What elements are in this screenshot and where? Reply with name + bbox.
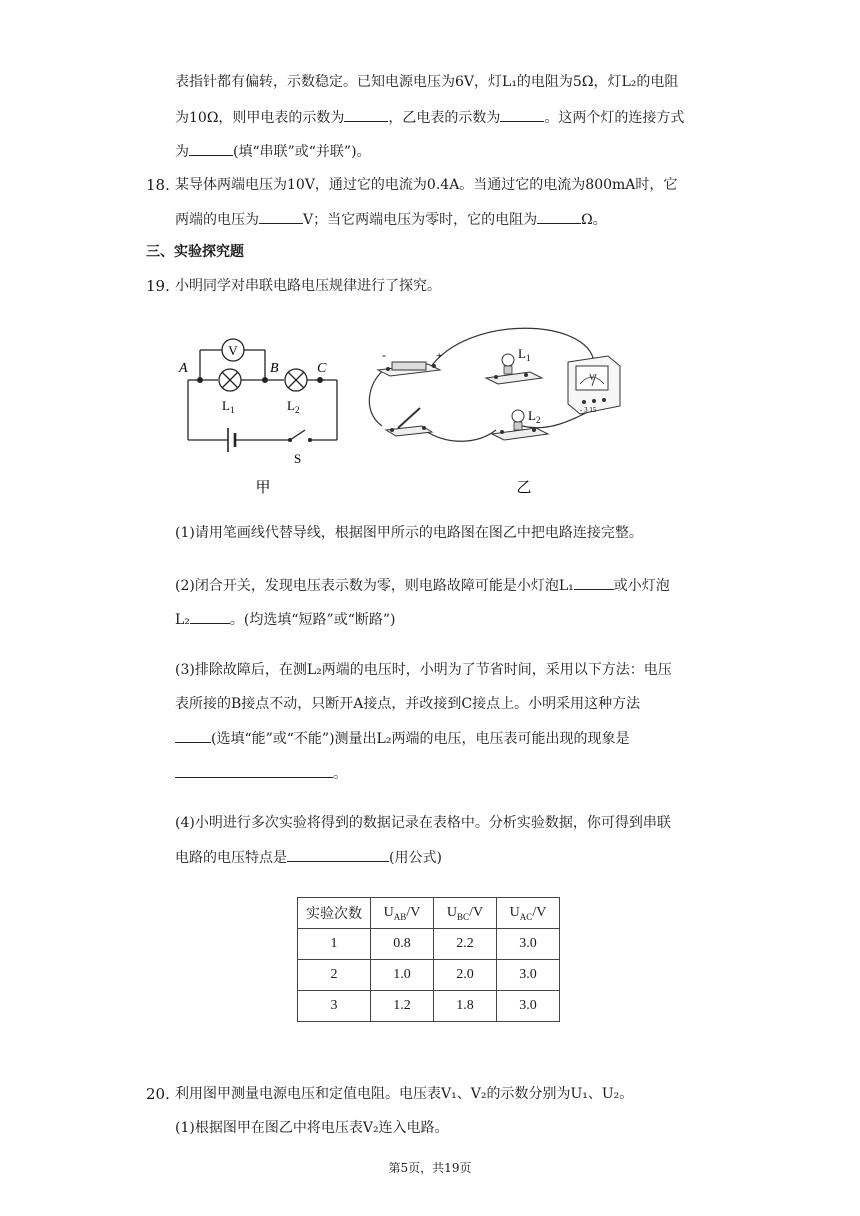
section-title: 三、实验探究题 [146, 244, 244, 260]
q17-text-line3: 为 (填“串联”或“并联”)。 [175, 141, 371, 162]
q19-part3-line2: 表所接的B接点不动，只断开A接点，并改接到C接点上。小明采用这种方法 [175, 696, 641, 712]
lamp-l1-label: $L_1$ [222, 398, 235, 415]
voltmeter-symbol: V [228, 343, 238, 358]
q19-part4-line2: 电路的电压特点是 (用公式) [175, 847, 442, 868]
answer-blank[interactable] [175, 763, 333, 778]
figure-caption-yi: 乙 [516, 480, 532, 496]
circuit-setup-yi [368, 322, 628, 500]
point-a-label: A [179, 361, 188, 376]
q19-part3-line4: 。 [175, 763, 347, 784]
switch-label: S [294, 451, 302, 466]
battery-minus-label: - [382, 348, 386, 362]
q20-text-line2: (1)根据图甲在图乙中将电压表V₂连入电路。 [175, 1120, 449, 1136]
table-header-cell: 实验次数 [298, 898, 371, 929]
q19-part1: (1)请用笔画线代替导线，根据图甲所示的电路图在图乙中把电路连接完整。 [175, 525, 643, 541]
battery-plus-label: + [436, 350, 443, 362]
table-header-row [298, 898, 560, 929]
voltmeter-terminal-labels: - 3 15 [580, 406, 597, 414]
point-b-label: B [270, 361, 279, 376]
answer-blank[interactable] [190, 609, 230, 624]
q19-part4-line1: (4)小明进行多次实验将得到的数据记录在表格中。分析实验数据，你可得到串联 [175, 815, 671, 831]
q18-number: 18. [146, 176, 170, 194]
table-row [298, 991, 560, 1022]
table-header-cell: $U_{AB}/V$ [371, 898, 434, 929]
table-cell: 1.0 [371, 960, 434, 991]
table-cell: 3.0 [497, 991, 560, 1022]
lamp-l2-label: $L_2$ [287, 398, 300, 415]
table-cell: 2.2 [434, 929, 497, 960]
table-cell: 3.0 [497, 960, 560, 991]
answer-blank[interactable] [189, 141, 233, 156]
circuit-diagram-jia [170, 330, 360, 500]
q19-part2-line1: (2)闭合开关，发现电压表示数为零，则电路故障可能是小灯泡L₁ 或小灯泡 [175, 575, 670, 596]
q19-part3-line3: (选填“能”或“不能”)测量出L₂两端的电压，电压表可能出现的现象是 [175, 728, 629, 749]
battery-holder [378, 362, 440, 376]
table-cell: 1 [298, 929, 371, 960]
q19-number: 19. [146, 277, 170, 295]
table-header-cell: $U_{AC}/V$ [497, 898, 560, 929]
lamp-l1-label: $L_1$ [518, 346, 531, 363]
table-cell: 1.8 [434, 991, 497, 1022]
q20-number: 20. [146, 1085, 170, 1103]
voltage-data-table [297, 897, 560, 1022]
table-row [298, 960, 560, 991]
q18-text-line1: 某导体两端电压为10V，通过它的电流为0.4A。当通过它的电流为800mA时，它 [175, 177, 678, 193]
table-cell: 2.0 [434, 960, 497, 991]
page-footer: 第5页，共19页 [388, 1161, 472, 1175]
table-row [298, 929, 560, 960]
q19-part3-line1: (3)排除故障后，在测L₂两端的电压时，小明为了节省时间，采用以下方法：电压 [175, 662, 672, 678]
answer-blank[interactable] [259, 209, 303, 224]
table-cell: 3 [298, 991, 371, 1022]
answer-blank[interactable] [344, 107, 388, 122]
answer-blank[interactable] [287, 847, 389, 862]
figure-caption-jia: 甲 [255, 480, 271, 496]
table-cell: 2 [298, 960, 371, 991]
answer-blank[interactable] [175, 728, 211, 743]
point-c-label: C [317, 361, 327, 376]
table-cell: 3.0 [497, 929, 560, 960]
voltmeter-dial-label: V [589, 373, 595, 382]
lamp-l2-label: $L_2$ [528, 408, 541, 425]
answer-blank[interactable] [574, 575, 614, 590]
table-header-cell: $U_{BC}/V$ [434, 898, 497, 929]
q20-text-line1: 利用图甲测量电源电压和定值电阻。电压表V₁、V₂的示数分别为U₁、U₂。 [175, 1086, 634, 1102]
knife-switch [386, 408, 432, 436]
answer-blank[interactable] [537, 209, 581, 224]
q18-text-line2: 两端的电压为 V；当它两端电压为零时，它的电阻为 Ω。 [175, 209, 607, 230]
table-cell: 0.8 [371, 929, 434, 960]
q19-part2-line2: L₂ 。(均选填“短路”或“断路”) [175, 609, 395, 630]
q19-intro: 小明同学对串联电路电压规律进行了探究。 [175, 278, 441, 294]
table-cell: 1.2 [371, 991, 434, 1022]
answer-blank[interactable] [500, 107, 544, 122]
q17-text-line2: 为10Ω，则甲电表的示数为 ，乙电表的示数为 。这两个灯的连接方式 [175, 107, 684, 128]
q17-text-line1: 表指针都有偏转，示数稳定。已知电源电压为6V，灯L₁的电阻为5Ω，灯L₂的电阻 [175, 74, 679, 90]
lamp-l1 [486, 354, 542, 384]
